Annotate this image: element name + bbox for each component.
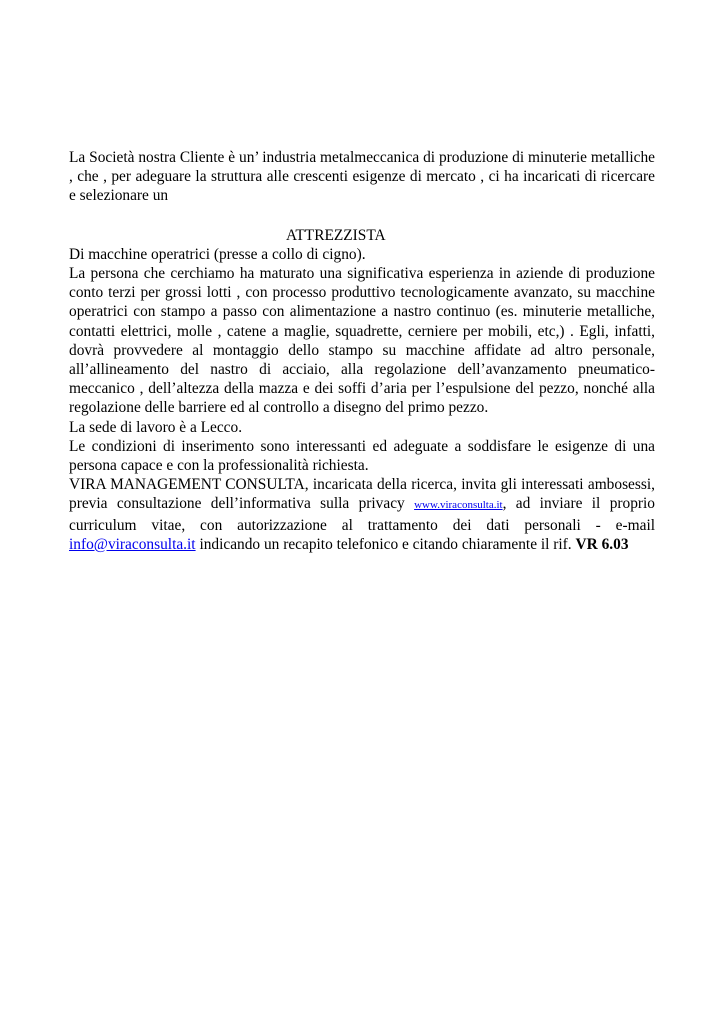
- job-title: ATTREZZISTA: [286, 226, 386, 244]
- closing-text-3: indicando un recapito telefonico e citando chiaramente il rif.: [195, 535, 576, 553]
- email-link[interactable]: info@viraconsulta.it: [69, 535, 196, 553]
- closing-text-1: VIRA MANAGEMENT CONSULTA, incaricata della ricerca, invita gli interessati ambosessi, previa consultazione dell’informativa sulla privacy: [69, 476, 655, 513]
- intro-paragraph: La Società nostra Cliente è un’ industria metalmeccanica di produzione di minuterie metalliche , che , per adeguare la struttura alle crescenti esigenze di mercato , ci ha incaricati di ricercare e selezionare un: [69, 149, 655, 205]
- reference-code: VR 6.03: [575, 535, 629, 553]
- spacer: [69, 206, 655, 226]
- document-body: [69, 148, 655, 554]
- location-paragraph: La sede di lavoro è a Lecco.: [69, 418, 243, 436]
- conditions-paragraph: Le condizioni di inserimento sono interessanti ed adeguate a soddisfare le esigenze di una persona capace e con la professionalità richiesta.: [69, 437, 655, 475]
- description-paragraph: La persona che cerchiamo ha maturato una significativa esperienza in aziende di produzione conto terzi per grossi lotti , con processo produttivo tecnologicamente avanzato, su macchine operatrici con stampo a passo con alimentazione a nastro continuo (es. minuterie metalliche, contatti elettrici, molle , catene a maglie, squadrette, cerniere per mobili, etc,) . Egli, infatti, dovrà provvedere al montaggio dello stampo su macchine affidate ad altro personale, all’allineamento del nastro di acciaio, alla regolazione dell’avanzamento pneumatico-meccanico , dell’altezza della mazza e dei soffi d’aria per l’espulsione del pezzo, nonché alla regolazione delle barriere ed al controllo a disegno del primo pezzo.: [69, 265, 655, 417]
- closing-text-2: , ad inviare il proprio curriculum vitae, con autorizzazione al trattamento dei dati personali - e-mail: [69, 495, 655, 534]
- closing-paragraph: [69, 475, 655, 554]
- job-subtitle: Di macchine operatrici (presse a collo di cigno).: [69, 245, 366, 263]
- website-link[interactable]: www.viraconsulta.it: [414, 499, 503, 512]
